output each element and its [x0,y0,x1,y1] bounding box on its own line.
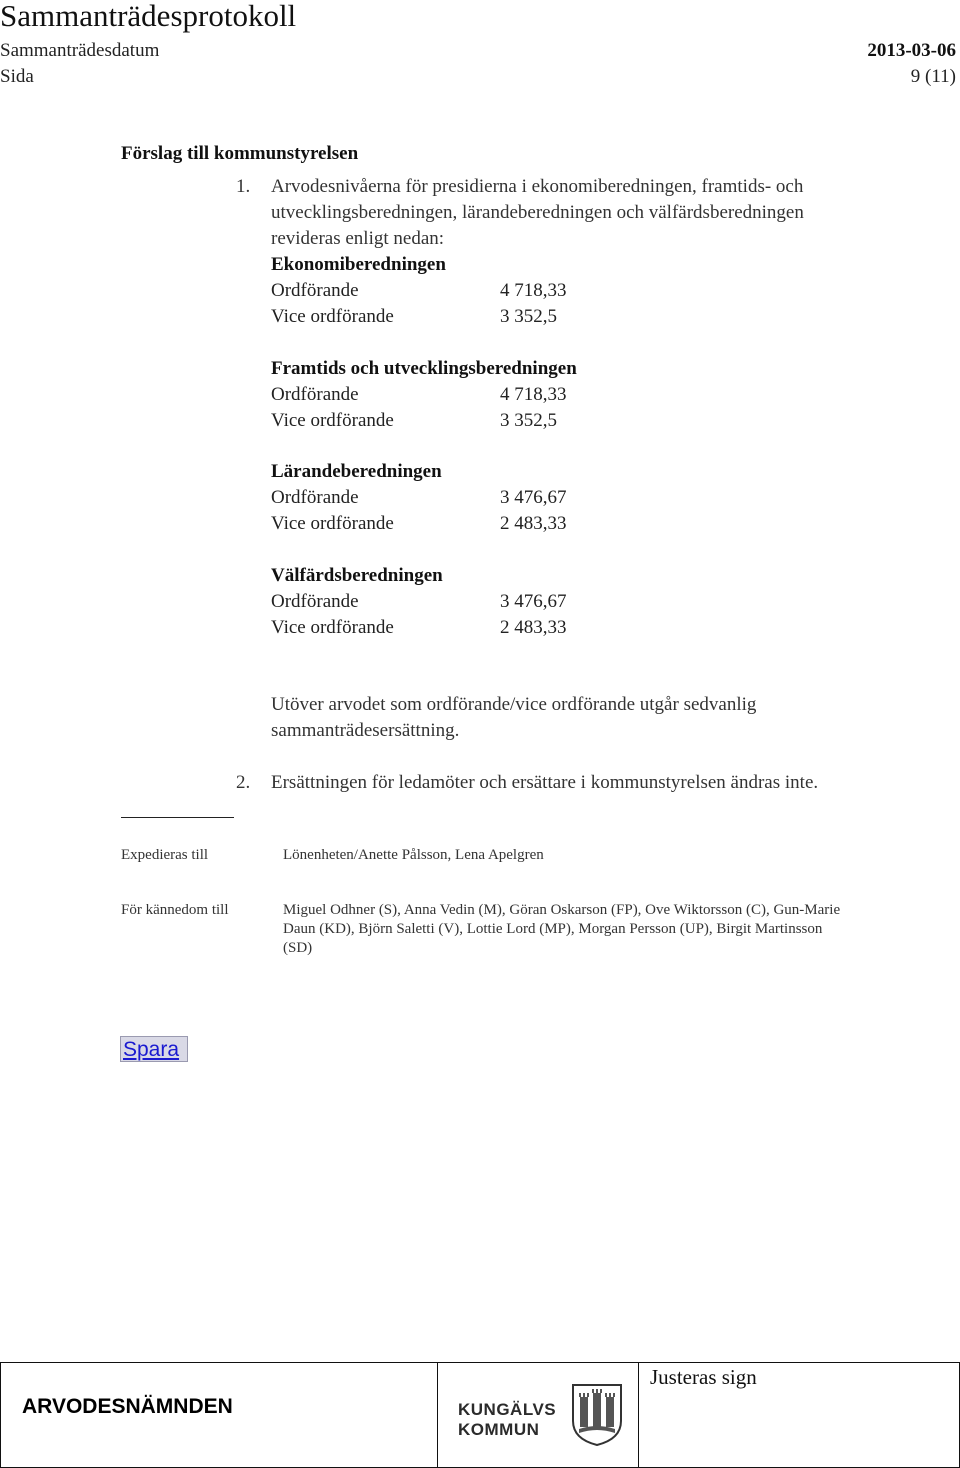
fee-row [271,382,911,408]
meeting-date-value: 2013-03-06 [867,40,956,61]
document-title: Sammanträdesprotokoll [0,0,297,33]
expedieras-value: Lönenheten/Anette Pålsson, Lena Apelgren [283,847,544,863]
save-button[interactable]: Spara [120,1036,188,1062]
municipality-logo-text [458,1400,556,1440]
fee-row [271,304,911,330]
section-title: Välfärdsberedningen [271,565,443,586]
logo-line: KUNGÄLVS [458,1400,557,1419]
fee-value: 2 483,33 [500,617,567,638]
page-value: 9 (11) [910,66,956,87]
justeras-sign-label: Justeras sign [650,1365,757,1389]
kannedom-label: För kännedom till [121,902,229,918]
footer-divider [638,1362,639,1468]
fee-row [271,511,911,537]
fee-value: 4 718,33 [500,280,567,301]
section-ekonomiberedningen [271,252,911,330]
fee-value: 3 476,67 [500,591,567,612]
fee-row [271,589,911,615]
fee-value: 2 483,33 [500,513,567,534]
fee-value: 3 476,67 [500,487,567,508]
item1-line: Arvodesnivåerna för presidierna i ekonomiberedningen, framtids- och [271,176,804,197]
fee-label: Vice ordförande [271,513,394,534]
fee-value: 3 352,5 [500,306,557,327]
fee-label: Vice ordförande [271,617,394,638]
fee-label: Vice ordförande [271,410,394,431]
expedieras-label: Expedieras till [121,847,209,863]
compensation-note [271,692,911,744]
item1-number: 1. [236,176,251,197]
note-line: sammanträdesersättning. [271,720,460,741]
section-title: Ekonomiberedningen [271,254,446,275]
fee-value: 3 352,5 [500,410,557,431]
proposal-heading: Förslag till kommunstyrelsen [121,143,359,164]
fee-label: Ordförande [271,487,359,508]
recipient-line: Miguel Odhner (S), Anna Vedin (M), Göran Oskarson (FP), Ove Wiktorsson (C), Gun-Marie [283,902,841,918]
logo-line: KOMMUN [458,1420,540,1439]
board-name: ARVODESNÄMNDEN [22,1395,233,1418]
fee-label: Vice ordförande [271,306,394,327]
fee-value: 4 718,33 [500,384,567,405]
fee-row [271,615,911,641]
recipient-line: Daun (KD), Björn Saletti (V), Lottie Lord (MP), Morgan Persson (UP), Birgit Martinsson [283,921,823,937]
item1-line: utvecklingsberedningen, lärandeberedningen och välfärdsberedningen [271,202,804,223]
item2-number: 2. [236,772,251,793]
item2-text: Ersättningen för ledamöter och ersättare i kommunstyrelsen ändras inte. [271,772,819,793]
fee-label: Ordförande [271,280,359,301]
separator-line [121,817,234,818]
note-line: Utöver arvodet som ordförande/vice ordförande utgår sedvanlig [271,694,757,715]
footer-divider [437,1362,438,1468]
section-framtids [271,356,911,434]
fee-row [271,485,911,511]
section-title: Lärandeberedningen [271,461,442,482]
coat-of-arms-icon [571,1383,623,1447]
meeting-date-label: Sammanträdesdatum [0,40,160,61]
section-larandeberedningen [271,459,911,537]
fee-label: Ordförande [271,384,359,405]
section-valfardsberedningen [271,563,911,641]
item1-line: revideras enligt nedan: [271,228,445,249]
fee-row [271,408,911,434]
fee-row [271,278,911,304]
kannedom-recipients [283,901,923,958]
recipient-line: (SD) [283,940,313,956]
page-label: Sida [0,66,34,87]
section-title: Framtids och utvecklingsberedningen [271,358,577,379]
item1-text [271,174,931,252]
fee-label: Ordförande [271,591,359,612]
